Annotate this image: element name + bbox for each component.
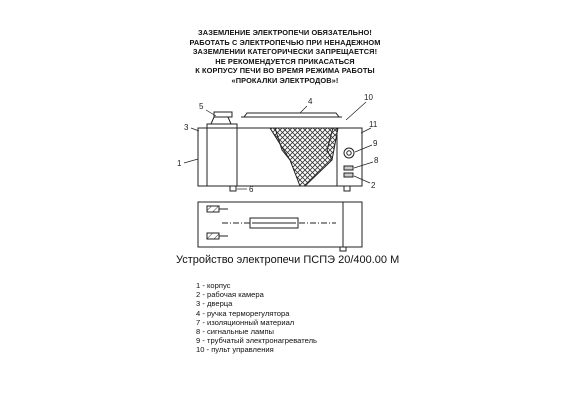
plan-view	[198, 202, 362, 251]
warning-line: «ПРОКАЛКИ ЭЛЕКТРОДОВ»!	[231, 75, 339, 85]
legend-item: 3 - дверца	[196, 299, 233, 309]
legend-item: 7 - изоляционный материал	[196, 317, 295, 327]
thermostat-knob	[344, 148, 354, 158]
hinge	[207, 206, 219, 212]
legend-item: 4 - ручка терморегулятора	[196, 308, 290, 318]
furnace-door	[207, 124, 237, 186]
door-handle	[214, 112, 232, 117]
warning-line: РАБОТАТЬ С ЭЛЕКТРОПЕЧЬЮ ПРИ НЕНАДЕЖНОМ	[189, 37, 381, 47]
legend-item: 10 - пульт управления	[196, 345, 274, 355]
furnace-lid	[244, 113, 339, 117]
callout-4: 4	[308, 97, 313, 106]
signal-lamp	[344, 173, 353, 177]
drawing-caption: Устройство электропечи ПСПЭ 20/400.00 М	[176, 254, 400, 266]
callout-6: 6	[249, 185, 254, 194]
legend-item: 1 - корпус	[196, 281, 231, 290]
callout-5: 5	[199, 102, 204, 111]
warning-line: К КОРПУСУ ПЕЧИ ВО ВРЕМЯ РЕЖИМА РАБОТЫ	[195, 66, 375, 76]
front-view	[198, 112, 362, 191]
callout-8: 8	[374, 156, 379, 165]
warning-line: НЕ РЕКОМЕНДУЕТСЯ ПРИКАСАТЬСЯ	[215, 56, 355, 66]
parts-legend	[196, 281, 396, 355]
callout-9: 9	[373, 139, 378, 148]
callout-1: 1	[177, 159, 182, 168]
callout-11: 11	[369, 120, 378, 129]
working-chamber	[270, 128, 338, 186]
signal-lamp	[344, 166, 353, 170]
foot	[344, 186, 350, 191]
warning-line: ЗАЗЕМЛЕНИИ КАТЕГОРИЧЕСКИ ЗАПРЕЩАЕТСЯ!	[192, 47, 378, 57]
callout-10: 10	[364, 93, 373, 102]
foot	[230, 186, 236, 191]
callout-2: 2	[371, 181, 376, 190]
warning-line: ЗАЗЕМЛЕНИЕ ЭЛЕКТРОПЕЧИ ОБЯЗАТЕЛЬНО!	[198, 28, 372, 37]
hinge	[207, 233, 219, 239]
callout-3: 3	[184, 123, 189, 132]
legend-item: 8 - сигнальные лампы	[196, 327, 275, 337]
legend-item: 2 - рабочая камера	[196, 290, 264, 300]
legend-item: 9 - трубчатый электронагреватель	[196, 336, 317, 346]
